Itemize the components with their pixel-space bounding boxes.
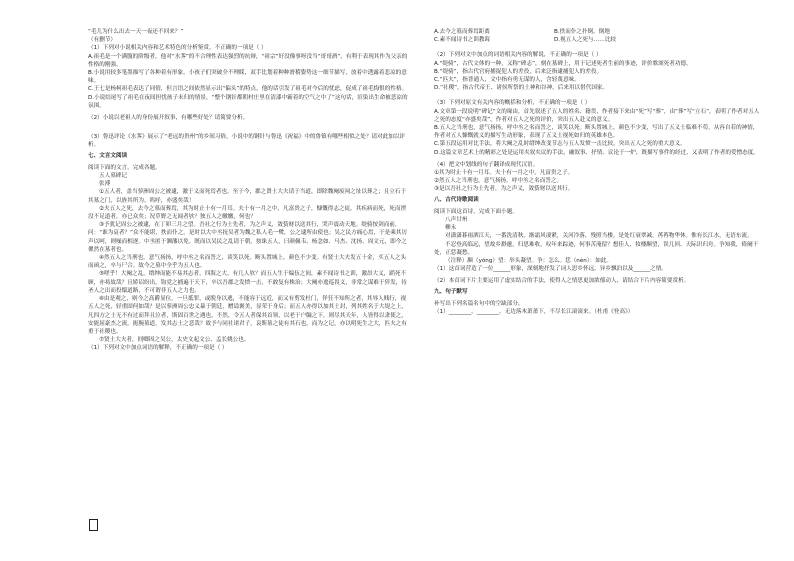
left-column <box>88 28 410 353</box>
answer-box <box>89 519 98 531</box>
question: （3）下列对原文有关内容的概括和分析，不正确的一项是（ ） <box>434 100 591 107</box>
option: B.“缇骑”，指古代官府捕捉犯人的差役，后来泛指逮捕犯人的差役。 <box>434 68 603 75</box>
instruction: 补写出下列名篇名句中的空缺部分。 <box>434 300 524 307</box>
question: （1）这首词营造了一位______形象，深刻地抒发了词人思乡怀远，异乡飘泊以及______之情。 <box>434 266 667 273</box>
question: （4）把文中划线的句子翻译成现代汉语。 <box>434 161 539 168</box>
text-line: “毛儿为什么出去一天一夜还不回来？” <box>88 29 184 35</box>
option: C.素不闻诗书之训教诲 <box>434 37 491 44</box>
option: D.视五人之死与……比较 <box>554 37 617 44</box>
instruction: 阅读下面这首诗，完成下面小题。 <box>434 208 518 215</box>
question: （2）小说以老祖人的身份展开叙事，有哪些好处？请简要分析。 <box>88 115 249 122</box>
fill-blank: （1）________，________。无边落木萧萧下，不尽长江滚滚来。（杜甫《登高》） <box>434 309 634 316</box>
essay-title: 五人墓碑记 <box>99 173 127 180</box>
sentence: ②然五人之当刑也，意气扬扬，呼中丞之名而詈之。 <box>434 178 563 185</box>
option: B.五人之当刑也，意气扬扬，呼中丞之名而詈之，谈笑以死。断头置城上，颜色不少变，写出了五义士临难不苟，从容自若的神情，作者对五人慷慨就义的描写生动形象，表现了五义士视死如归的英雄本色。 <box>434 125 759 140</box>
paragraph: ④然五人之当刑也，意气扬扬，呼中丞之名而詈之，谈笑以死。断头置城上，颜色不少变。有贤士大夫发五十金，买五人之头而函之，卒与尸合。故今之墓中全乎为五人也。 <box>88 255 407 270</box>
option: C.第五段运用对比手法，将大阉之乱时缙绅改变节志与五人发愤一击比较，突出五人之死的重大意义。 <box>434 141 686 148</box>
paragraph: ③予犹记周公之被逮，在丁卯三月之望。吾社之行为士先者，为之声义，敛赀财以送其行，哭声震动天地。缇骑按剑而前，问：“谁为哀者？”众不能堪，抶而仆之。是时以大中丞抚吴者为魏之私人毛一鹭，公之逮所由使也；吴之民方痛心焉，于是乘其厉声以呵，则噪而相逐。中丞匿于溷藩以免。既而以吴民之乱请于朝，按诛五人，曰颜佩韦、杨念如、马杰、沈扬、周文元，即今之傫然在墓者也。 <box>88 222 408 253</box>
poem-notes: （注释）颙（yóng）望：举头凝望。争：怎么。恁（nèn）：如此。 <box>445 258 612 265</box>
section-heading: 九、句子默写 <box>434 288 468 295</box>
question: （3）鲁迅评论《水荠》展示了“老远的贵州”的乡间习俗，小说中的钢针与鲁迅《祝福》中的鲁镇有哪些相似之处？请对此加以评析。 <box>88 134 406 149</box>
option: A.去今之墓而葬焉距离 <box>434 29 490 35</box>
option: C.“匹夫”，指普通人，文中指有勇无谋的人，含轻蔑意味。 <box>434 77 580 84</box>
paragraph: ⑥由是观之，则今之高爵显位，一旦抵罪，或脱身以逃，不能容于远近，而又有剪发杜门，佯狂不知所之者，其辱人贱行，视五人之死，轻重固何如哉？是以蓼洲周公忠义暴于朝廷，赠谥褒美，显荣于身后；而五人亦得以加其土封，列其姓名于大堤之上，凡四方之士无不有过而拜且泣者，斯固百世之遇也。不然，令五人者保其首领，以老于户牖之下，则尽其天年，人皆得以隶使之，安能屈豪杰之流，扼腕墓道，发其志士之悲哉？故予与同社诸君子，哀斯墓之徒有其石也，而为之记，亦以明死生之大，匹夫之有重于社稷也。 <box>88 296 407 335</box>
option: C.王七是杨柯祖毛表达了同情，但言语之间依然显示出“偏头”的特点，他的话引发了祖毛对今后的忧虑，促成了祖毛悔恨的性格。 <box>88 86 408 93</box>
option: D.“社稷”，指古代帝王、诸侯所祭的土神和谷神，后来用以借代国家。 <box>434 85 609 92</box>
question: （1）下列对文中加点词语的解释，不正确的一项是（ ） <box>88 345 228 352</box>
text-line: （有删节） <box>88 37 116 44</box>
section-heading: 八、古代诗歌阅读 <box>434 196 479 203</box>
paragraph: ⑤嗟乎！大阉之乱，缙绅而能不易其志者，四海之大，有几人欤？而五人生于编伍之间，素不闻诗书之训，激昂大义，蹈死不顾，亦曷故哉？且矫诏纷出，钩党之捕遍于天下，卒以吾郡之发愤一击，不敢复有株治；大阉亦逡巡畏义，非常之谋难于猝发，待圣人之出而投缳道路，不可谓非五人之力也。 <box>88 271 407 294</box>
option: A.“缇骑”，古代文体的一种，又称“碑志”，刻在墓碑上，用于记述死者生前的事迹，评价歌颂死者功德。 <box>434 60 692 67</box>
sentence: ①其为时止十有一月耳。夫十有一月之中，凡富贵之子。 <box>434 170 574 177</box>
right-column <box>434 28 764 316</box>
question: （1）下列对小说相关内容和艺术特色的分析鉴赏，不正确的一项是（ ） <box>88 45 267 52</box>
instruction: 阅读下面的文言，完成各题。 <box>88 164 161 171</box>
option: B.抶而仆之扑倒，倒地 <box>554 29 610 35</box>
paragraph: ⑦贤士大夫者，冏卿因之吴公，太史文起文公、孟长姚公也。 <box>99 337 250 344</box>
paragraph: ①五人者，盖当蓼洲周公之被逮，激于义而死焉者也。至于今，郡之贤士大夫请于当道，即除魏阉废祠之址以葬之；且立石于其墓之门，以旌其所为。呜呼，亦盛矣哉！ <box>88 189 407 204</box>
poem-title: 八声甘州 <box>445 217 468 224</box>
options-row <box>434 28 764 36</box>
options-row <box>434 36 764 44</box>
essay-author: 张溥 <box>99 181 111 188</box>
question: （2）下列对文中加点的词语相关内容的解说，不正确的一项是（ ） <box>434 52 602 59</box>
question: （2）本首词下片主要运用了虚实结合的手法，使得人之情思更加浓郁动人，请结合下片内容简要赏析。 <box>434 278 690 285</box>
poem-author: 柳永 <box>445 225 457 232</box>
option: B.小说用较多笔墨描写了各种着有形象，小孩子们突破全不理睬，双手比划着种种滑稽姿势这一细节描写，放着中透露着悲凉的意味。 <box>88 70 407 85</box>
poem-stanza: 对潇潇暮雨洒江天，一番洗清秋。渐霜风凄紧，关河冷落，残照当楼。是处红衰翠减，苒苒物华休。惟有长江水，无语东流。 <box>445 233 753 240</box>
option: D.小说结尾写了祖毛在夜间担忧孩子未归的情景，“整个钢针都朝村庄里在清漆中霸着的空气之中了”这句话，渲染出生命被悲凉的氛围。 <box>88 94 408 109</box>
option: D.这篇文章艺术上的精彩之处是运用夹叙夹议的手法，融叙事、抒情、议论于一炉，既描写事件的经过，又表明了作者的爱憎态度。 <box>434 149 759 156</box>
option: A.文章第一段说明“碑记”文的缘由，首先叙述了五人的姓名、籍贯，作者接下来由“死”写“葬”，由“葬”写“立石”，表明了作者对五人之死的态度“亦盛矣哉”，作者对五人之死的评价，突出五人赴义的意义。 <box>434 108 760 123</box>
paragraph: ②夫五人之死，去今之墓而葬焉，其为时止十有一月耳。夫十有一月之中，凡富贵之子，慷慨得志之徒，其疾病而死，死而湮没不足道者，亦已众矣；况草野之无闻者欤？独五人之皦皦，何也？ <box>88 205 407 221</box>
poem-stanza: 不忍登高临远，望故乡渺邈，归思难收。叹年来踪迹，何事苦淹留？想佳人、妆楼颙望，误几回、天际识归舟。争知我，倚阑干处，正恁凝愁。 <box>434 241 759 256</box>
option: A.祖毛是一个满腹的阶级者，他对“水荠”的不合理性表达强烈的抗辩，“祖宗”好没像事呀没当“哥哥酒”，有利于表现其作为父亲的性格的刚强。 <box>88 53 408 68</box>
section-heading: 七、文言文阅读 <box>88 152 128 159</box>
sentence: ③是以吾社之行为士先者，为之声义，敛赀财以送其行。 <box>434 186 574 193</box>
